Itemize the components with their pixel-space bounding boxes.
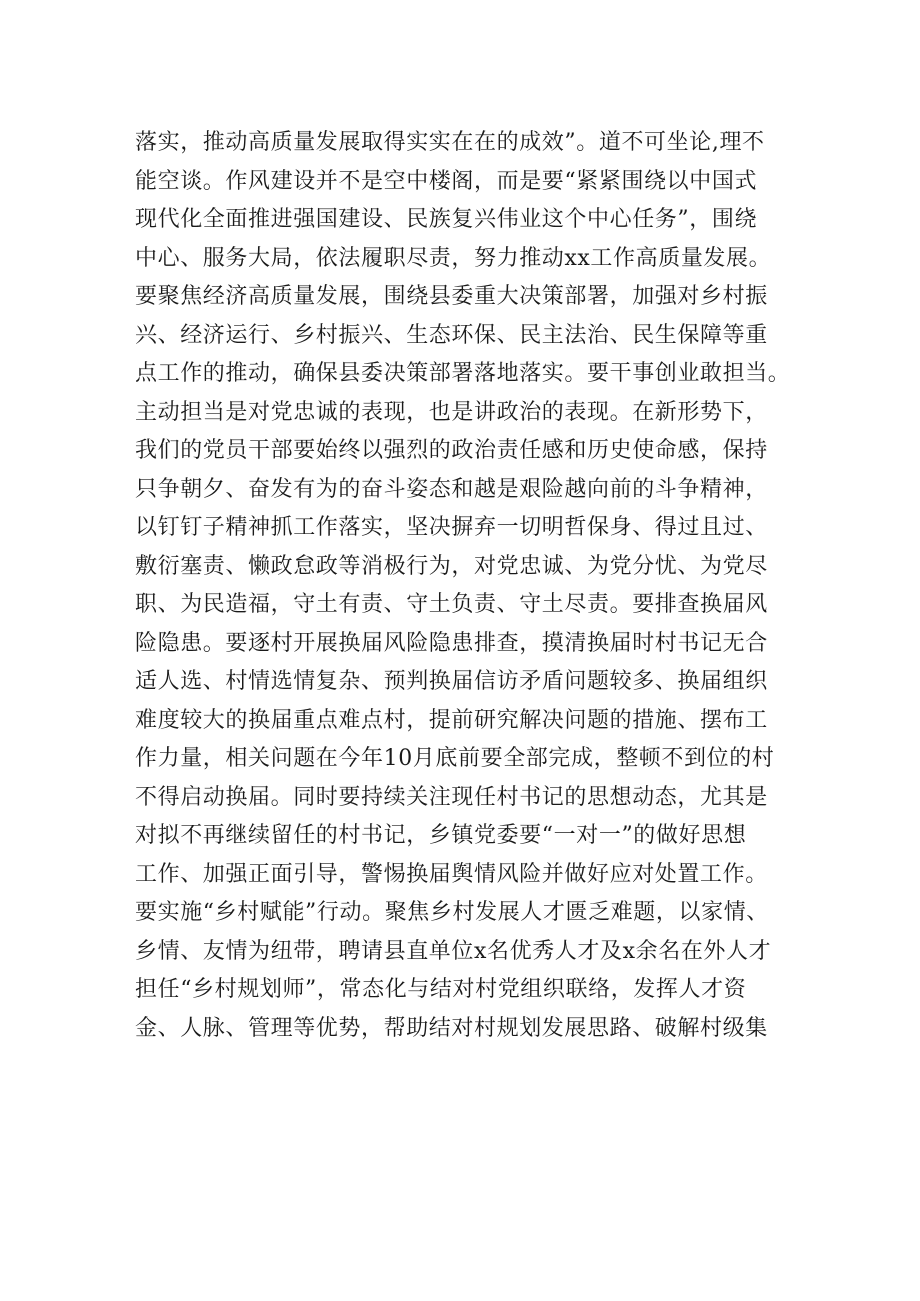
text-line: 现代化全面推进强国建设、民族复兴伟业这个中心任务”，围绕: [135, 207, 758, 232]
text-line: 作力量，相关问题在今年10月底前要全部完成，整顿不到位的村: [135, 746, 775, 771]
text-line: 能空谈。作风建设并不是空中楼阁，而是要“紧紧围绕以中国式: [135, 168, 758, 194]
text-line: 乡情、友情为纽带，聘请县直单位x名优秀人才及x余名在外人才: [135, 938, 772, 964]
text-line: 兴、经济运行、乡村振兴、生态环保、民主法治、民生保障等重: [135, 322, 768, 348]
text-line: 中心、服务大局，依法履职尽责，努力推动xx工作高质量发展。: [135, 245, 772, 271]
text-line: 难度较大的换届重点难点村，提前研究解决问题的措施、摆布工: [135, 707, 768, 733]
text-line: 职、为民造福，守土有责、守土负责、守土尽责。要排查换届风: [135, 592, 768, 617]
text-line: 险隐患。要逐村开展换届风险隐患排查，摸清换届时村书记无合: [135, 630, 768, 656]
text-line: 工作、加强正面引导，警惕换届舆情风险并做好应对处置工作。: [135, 861, 768, 887]
text-line: 对拟不再继续留任的村书记，乡镇党委要“一对一”的做好思想: [135, 823, 747, 848]
body-paragraph: [135, 124, 815, 1048]
text-line: 要实施“乡村赋能”行动。聚焦乡村发展人才匮乏难题，以家情、: [135, 900, 769, 925]
text-line: 适人选、村情选情复杂、预判换届信访矛盾问题较多、换届组织: [135, 669, 768, 694]
text-line: 担任“乡村规划师”，常态化与结对村党组织联络，发挥人才资: [135, 977, 747, 1002]
text-line: 以钉钉子精神抓工作落实，坚决摒弃一切明哲保身、得过且过、: [135, 515, 768, 540]
text-line: 点工作的推动，确保县委决策部署落地落实。要干事创业敢担当。: [135, 361, 791, 386]
text-line: 主动担当是对党忠诚的表现，也是讲政治的表现。在新形势下，: [135, 399, 768, 425]
text-line: 敷衍塞责、懒政怠政等消极行为，对党忠诚、为党分忧、为党尽: [135, 553, 768, 579]
text-line: 只争朝夕、奋发有为的奋斗姿态和越是艰险越向前的斗争精神，: [135, 476, 768, 502]
text-line: 我们的党员干部要始终以强烈的政治责任感和历史使命感，保持: [135, 438, 768, 463]
text-line: 落实，推动高质量发展取得实实在在的成效”。道不可坐论,理不: [135, 130, 765, 155]
text-line: 要聚焦经济高质量发展，围绕县委重大决策部署，加强对乡村振: [135, 284, 768, 309]
text-line: 金、人脉、管理等优势，帮助结对村规划发展思路、破解村级集: [135, 1015, 768, 1041]
text-line: 不得启动换届。同时要持续关注现任村书记的思想动态，尤其是: [135, 784, 768, 810]
